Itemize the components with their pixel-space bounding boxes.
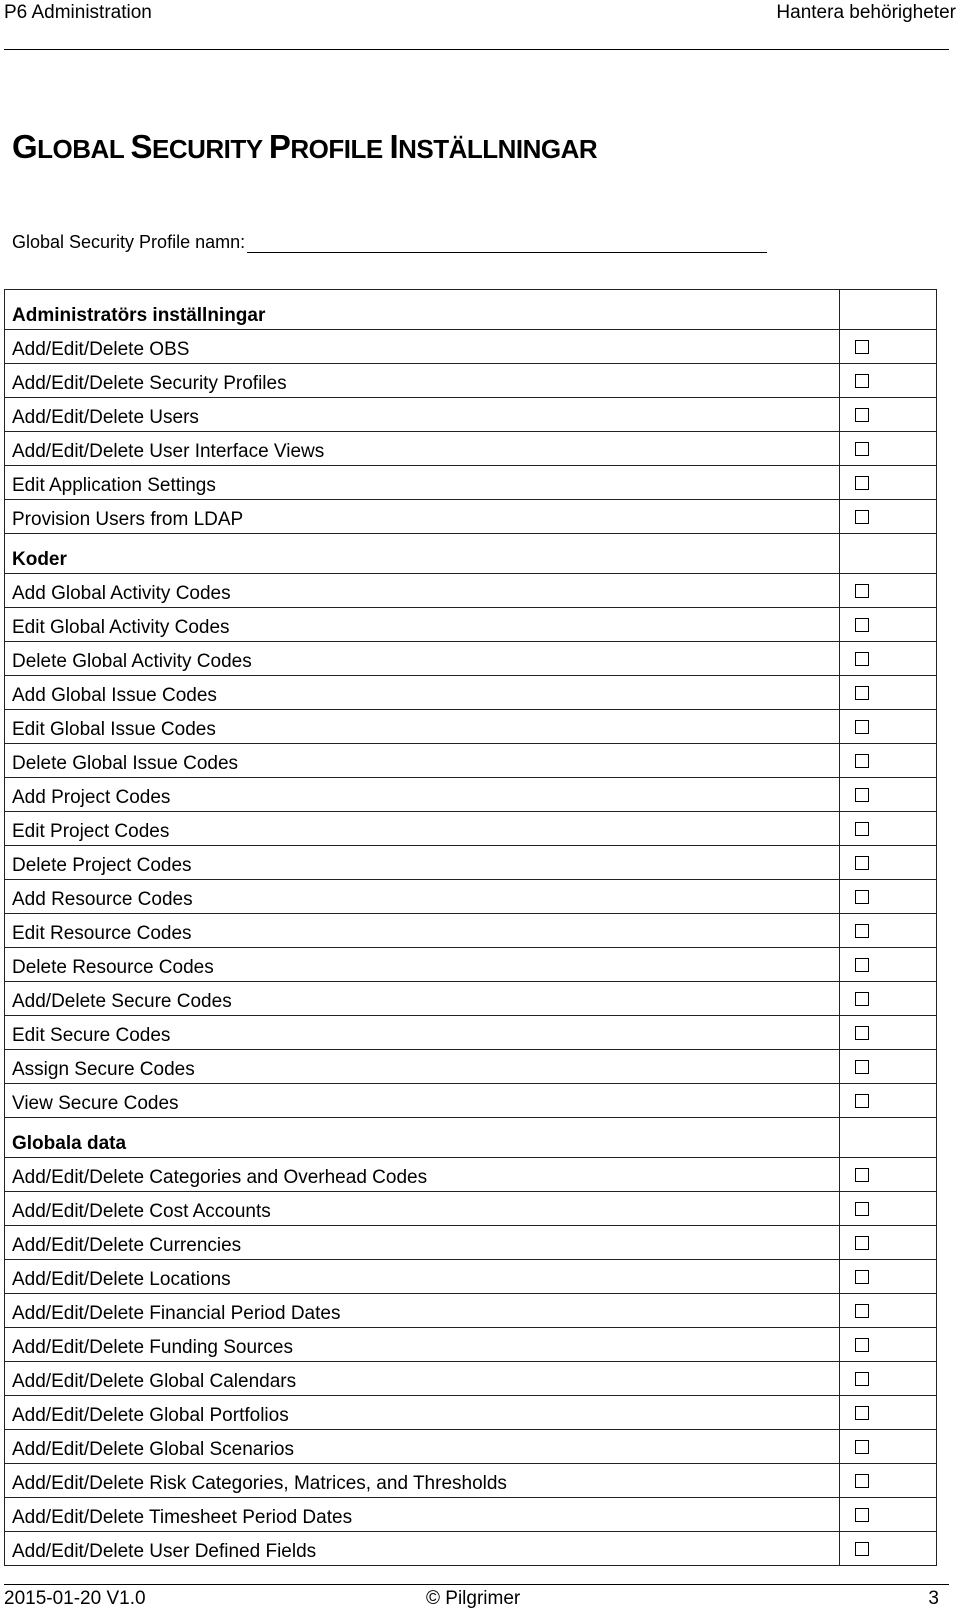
permission-checkbox-cell — [840, 1016, 937, 1050]
permission-label: Add Global Issue Codes — [5, 676, 840, 710]
title-part: NSTÄLLNINGAR — [398, 134, 598, 164]
permission-label: Add/Edit/Delete Funding Sources — [5, 1328, 840, 1362]
permission-label: Add Global Activity Codes — [5, 574, 840, 608]
permission-checkbox[interactable] — [855, 992, 869, 1006]
profile-name-line — [12, 232, 767, 253]
permission-checkbox[interactable] — [855, 476, 869, 490]
header-divider — [4, 49, 949, 50]
permission-label: Add/Edit/Delete User Interface Views — [5, 432, 840, 466]
footer-version: 2015-01-20 V1.0 — [4, 1588, 146, 1609]
permission-row — [5, 608, 937, 642]
section-heading: Globala data — [5, 1118, 840, 1158]
title-part: LOBAL — [37, 134, 131, 164]
permission-row — [5, 982, 937, 1016]
permission-checkbox[interactable] — [855, 1542, 869, 1556]
permission-row — [5, 1328, 937, 1362]
permission-row — [5, 330, 937, 364]
permission-checkbox-cell — [840, 948, 937, 982]
page-title — [12, 128, 597, 166]
permission-checkbox-cell — [840, 1396, 937, 1430]
permission-checkbox-cell — [840, 1430, 937, 1464]
permission-row — [5, 642, 937, 676]
permission-row — [5, 1532, 937, 1566]
permission-checkbox[interactable] — [855, 1202, 869, 1216]
permission-label: Add/Edit/Delete User Defined Fields — [5, 1532, 840, 1566]
permission-checkbox[interactable] — [855, 618, 869, 632]
footer-page-number: 3 — [928, 1588, 939, 1609]
permission-row — [5, 1158, 937, 1192]
permission-checkbox-cell — [840, 608, 937, 642]
permission-checkbox-cell — [840, 982, 937, 1016]
permission-checkbox-cell — [840, 1328, 937, 1362]
permission-checkbox-cell — [840, 812, 937, 846]
section-heading-empty-cell — [840, 534, 937, 574]
permission-checkbox-cell — [840, 1050, 937, 1084]
permission-checkbox-cell — [840, 1532, 937, 1566]
permission-checkbox[interactable] — [855, 1168, 869, 1182]
permission-checkbox-cell — [840, 574, 937, 608]
permission-checkbox[interactable] — [855, 584, 869, 598]
profile-name-field[interactable] — [247, 234, 767, 253]
permission-checkbox[interactable] — [855, 340, 869, 354]
permission-label: Add/Edit/Delete Risk Categories, Matrices, and Thresholds — [5, 1464, 840, 1498]
permission-checkbox-cell — [840, 1084, 937, 1118]
permission-checkbox[interactable] — [855, 958, 869, 972]
permission-row — [5, 1050, 937, 1084]
profile-name-label: Global Security Profile namn: — [12, 232, 246, 252]
permission-checkbox[interactable] — [855, 374, 869, 388]
permission-row — [5, 1362, 937, 1396]
permission-checkbox[interactable] — [855, 856, 869, 870]
permission-row — [5, 948, 937, 982]
permission-checkbox[interactable] — [855, 1270, 869, 1284]
permission-row — [5, 1192, 937, 1226]
permission-row — [5, 1498, 937, 1532]
title-part: ECURITY — [151, 134, 269, 164]
permission-label: View Secure Codes — [5, 1084, 840, 1118]
header-section-title: Hantera behörigheter — [776, 2, 956, 23]
permission-label: Add/Edit/Delete Currencies — [5, 1226, 840, 1260]
permission-checkbox[interactable] — [855, 1060, 869, 1074]
permission-checkbox-cell — [840, 744, 937, 778]
permission-checkbox[interactable] — [855, 890, 869, 904]
permission-label: Add/Edit/Delete Users — [5, 398, 840, 432]
permission-checkbox-cell — [840, 914, 937, 948]
permission-checkbox-cell — [840, 1158, 937, 1192]
permission-checkbox-cell — [840, 1362, 937, 1396]
permission-label: Add/Edit/Delete Security Profiles — [5, 364, 840, 398]
permission-row — [5, 812, 937, 846]
permission-row — [5, 364, 937, 398]
permission-checkbox-cell — [840, 778, 937, 812]
permission-row — [5, 744, 937, 778]
section-heading-empty-cell — [840, 290, 937, 330]
permission-label: Edit Application Settings — [5, 466, 840, 500]
permission-label: Add Project Codes — [5, 778, 840, 812]
section-heading-empty-cell — [840, 1118, 937, 1158]
permission-checkbox-cell — [840, 1498, 937, 1532]
permission-label: Edit Global Activity Codes — [5, 608, 840, 642]
permission-checkbox-cell — [840, 710, 937, 744]
permission-row — [5, 778, 937, 812]
permission-row — [5, 1084, 937, 1118]
permission-row — [5, 676, 937, 710]
title-part: ROFILE — [290, 134, 390, 164]
permission-row — [5, 710, 937, 744]
permission-label: Add/Edit/Delete Categories and Overhead Codes — [5, 1158, 840, 1192]
permission-checkbox-cell — [840, 846, 937, 880]
permission-checkbox-cell — [840, 330, 937, 364]
permission-checkbox[interactable] — [855, 1304, 869, 1318]
permission-checkbox[interactable] — [855, 1338, 869, 1352]
permission-label: Edit Project Codes — [5, 812, 840, 846]
permission-checkbox[interactable] — [855, 1372, 869, 1386]
permission-label: Assign Secure Codes — [5, 1050, 840, 1084]
permission-checkbox[interactable] — [855, 442, 869, 456]
permission-row — [5, 432, 937, 466]
title-part: G — [12, 128, 38, 165]
permission-checkbox[interactable] — [855, 720, 869, 734]
permission-checkbox[interactable] — [855, 1508, 869, 1522]
permission-checkbox-cell — [840, 1192, 937, 1226]
permission-checkbox-cell — [840, 1226, 937, 1260]
permission-checkbox[interactable] — [855, 1406, 869, 1420]
permission-row — [5, 1016, 937, 1050]
permission-row — [5, 1260, 937, 1294]
permission-checkbox-cell — [840, 398, 937, 432]
permission-row — [5, 1430, 937, 1464]
permission-row — [5, 1226, 937, 1260]
permission-checkbox-cell — [840, 676, 937, 710]
permission-checkbox[interactable] — [855, 510, 869, 524]
permission-checkbox-cell — [840, 880, 937, 914]
footer-divider — [4, 1584, 949, 1585]
permission-label: Add/Edit/Delete Global Scenarios — [5, 1430, 840, 1464]
permission-label: Delete Project Codes — [5, 846, 840, 880]
permission-label: Add/Edit/Delete Timesheet Period Dates — [5, 1498, 840, 1532]
permission-label: Delete Global Issue Codes — [5, 744, 840, 778]
permission-checkbox[interactable] — [855, 822, 869, 836]
page-footer — [4, 1588, 939, 1614]
permission-row — [5, 880, 937, 914]
permission-checkbox-cell — [840, 364, 937, 398]
page-header — [4, 0, 956, 30]
permission-label: Delete Global Activity Codes — [5, 642, 840, 676]
permission-label: Edit Global Issue Codes — [5, 710, 840, 744]
permission-row — [5, 500, 937, 534]
section-header-row — [5, 1118, 937, 1158]
permission-label: Edit Resource Codes — [5, 914, 840, 948]
permission-checkbox[interactable] — [855, 754, 869, 768]
permissions-table-body — [5, 290, 937, 1566]
permission-checkbox-cell — [840, 1464, 937, 1498]
permission-row — [5, 398, 937, 432]
permission-checkbox[interactable] — [855, 788, 869, 802]
permission-row — [5, 1396, 937, 1430]
permission-checkbox[interactable] — [855, 1026, 869, 1040]
permission-label: Add/Edit/Delete Global Portfolios — [5, 1396, 840, 1430]
section-header-row — [5, 534, 937, 574]
permission-checkbox-cell — [840, 466, 937, 500]
permission-label: Add/Edit/Delete Locations — [5, 1260, 840, 1294]
permission-label: Add/Edit/Delete Financial Period Dates — [5, 1294, 840, 1328]
permissions-table — [4, 289, 937, 1566]
section-heading: Koder — [5, 534, 840, 574]
permission-label: Provision Users from LDAP — [5, 500, 840, 534]
section-header-row — [5, 290, 937, 330]
section-heading: Administratörs inställningar — [5, 290, 840, 330]
permission-label: Delete Resource Codes — [5, 948, 840, 982]
footer-copyright: © Pilgrimer — [426, 1588, 521, 1609]
title-part: I — [389, 128, 399, 165]
permission-label: Add/Delete Secure Codes — [5, 982, 840, 1016]
permission-label: Add/Edit/Delete Global Calendars — [5, 1362, 840, 1396]
permission-checkbox[interactable] — [855, 408, 869, 422]
permission-checkbox[interactable] — [855, 1236, 869, 1250]
permission-row — [5, 574, 937, 608]
permission-checkbox-cell — [840, 1294, 937, 1328]
permission-checkbox[interactable] — [855, 924, 869, 938]
permission-row — [5, 1464, 937, 1498]
permission-row — [5, 914, 937, 948]
permission-checkbox-cell — [840, 500, 937, 534]
permission-checkbox[interactable] — [855, 1094, 869, 1108]
permission-label: Add Resource Codes — [5, 880, 840, 914]
permission-checkbox-cell — [840, 432, 937, 466]
permission-checkbox-cell — [840, 642, 937, 676]
permission-row — [5, 1294, 937, 1328]
permission-checkbox[interactable] — [855, 686, 869, 700]
title-part: P — [268, 128, 291, 165]
permission-checkbox[interactable] — [855, 652, 869, 666]
permission-checkbox-cell — [840, 1260, 937, 1294]
permission-row — [5, 466, 937, 500]
permission-checkbox[interactable] — [855, 1440, 869, 1454]
permission-row — [5, 846, 937, 880]
header-doc-title: P6 Administration — [4, 2, 152, 23]
permission-label: Add/Edit/Delete Cost Accounts — [5, 1192, 840, 1226]
title-part: S — [130, 128, 152, 165]
permission-label: Edit Secure Codes — [5, 1016, 840, 1050]
permission-label: Add/Edit/Delete OBS — [5, 330, 840, 364]
permission-checkbox[interactable] — [855, 1474, 869, 1488]
